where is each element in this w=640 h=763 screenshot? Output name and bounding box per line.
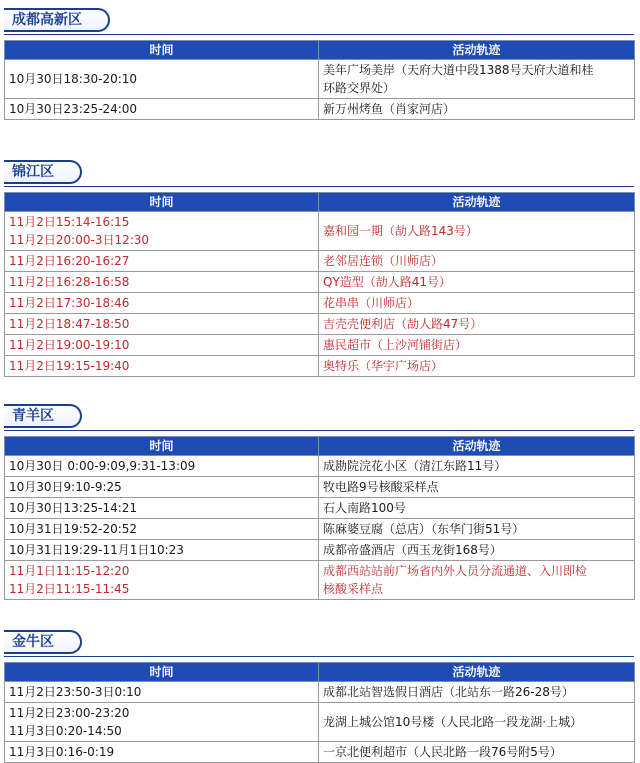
- header-track: 活动轨迹: [319, 663, 635, 682]
- time-cell: 10月30日 0:00-9:09,9:31-13:09: [5, 456, 319, 477]
- itinerary-table: [4, 436, 635, 600]
- table-header-row: [5, 663, 635, 682]
- section-title: 锦江区: [4, 160, 82, 184]
- section-jinniu: [4, 630, 634, 759]
- place-cell: 新万州烤鱼（肖家河店）: [319, 99, 635, 120]
- table-row: [5, 212, 635, 251]
- time-cell: 11月2日19:00-19:10: [5, 335, 319, 356]
- time-cell: 10月30日13:25-14:21: [5, 498, 319, 519]
- section-title: 金牛区: [4, 630, 82, 654]
- time-cell: 11月2日23:00-23:20 11月3日0:20-14:50: [5, 703, 319, 742]
- time-cell: 10月31日19:52-20:52: [5, 519, 319, 540]
- section-title: 成都高新区: [4, 8, 110, 32]
- header-track: 活动轨迹: [319, 193, 635, 212]
- table-header-row: [5, 41, 635, 60]
- table-row: [5, 703, 635, 742]
- table-row: [5, 272, 635, 293]
- table-row: [5, 60, 635, 99]
- table-row: [5, 314, 635, 335]
- section-qingyang: [4, 404, 634, 596]
- table-row: [5, 519, 635, 540]
- time-cell: 11月1日11:15-12:20 11月2日11:15-11:45: [5, 561, 319, 600]
- place-cell: 吉壳壳便利店（劼人路47号）: [319, 314, 635, 335]
- place-cell: 花串串（川师店）: [319, 293, 635, 314]
- table-header-row: [5, 193, 635, 212]
- section-jinjiang: [4, 160, 634, 373]
- table-row: [5, 540, 635, 561]
- table-row: [5, 356, 635, 377]
- time-cell: 10月30日9:10-9:25: [5, 477, 319, 498]
- place-cell: 牧电路9号核酸采样点: [319, 477, 635, 498]
- section-title: 青羊区: [4, 404, 82, 428]
- time-cell: 10月31日19:29-11月1日10:23: [5, 540, 319, 561]
- place-cell: 龙湖上城公馆10号楼（人民北路一段龙湖·上城）: [319, 703, 635, 742]
- table-row: [5, 477, 635, 498]
- place-cell: QY造型（劼人路41号）: [319, 272, 635, 293]
- section-gaoxin: [4, 8, 634, 116]
- place-cell: 老邻居连锁（川师店）: [319, 251, 635, 272]
- header-track: 活动轨迹: [319, 437, 635, 456]
- place-cell: 惠民超市（上沙河铺街店）: [319, 335, 635, 356]
- itinerary-table: [4, 40, 635, 120]
- place-cell: 一京北便利超市（人民北路一段76号附5号）: [319, 742, 635, 763]
- table-row: [5, 742, 635, 763]
- table-row: [5, 293, 635, 314]
- time-cell: 11月2日16:20-16:27: [5, 251, 319, 272]
- itinerary-table: [4, 192, 635, 377]
- header-time: 时间: [5, 437, 319, 456]
- place-cell: 石人南路100号: [319, 498, 635, 519]
- time-cell: 10月30日23:25-24:00: [5, 99, 319, 120]
- place-cell: 美年广场美岸（天府大道中段1388号天府大道和桂 环路交界处）: [319, 60, 635, 99]
- table-row: [5, 498, 635, 519]
- place-cell: 嘉和园一期（劼人路143号）: [319, 212, 635, 251]
- time-cell: 11月2日17:30-18:46: [5, 293, 319, 314]
- time-cell: 11月3日0:16-0:19: [5, 742, 319, 763]
- time-cell: 11月2日19:15-19:40: [5, 356, 319, 377]
- table-header-row: [5, 437, 635, 456]
- time-cell: 11月2日16:28-16:58: [5, 272, 319, 293]
- table-row: [5, 251, 635, 272]
- header-time: 时间: [5, 41, 319, 60]
- place-cell: 成都帝盛酒店（西玉龙街168号）: [319, 540, 635, 561]
- header-track: 活动轨迹: [319, 41, 635, 60]
- place-cell: 陈麻婆豆腐（总店）（东华门街51号）: [319, 519, 635, 540]
- place-cell: 成都西站站前广场省内外人员分流通道、入川即检 核酸采样点: [319, 561, 635, 600]
- time-cell: 10月30日18:30-20:10: [5, 60, 319, 99]
- table-row: [5, 99, 635, 120]
- place-cell: 成都北站智选假日酒店（北站东一路26-28号）: [319, 682, 635, 703]
- table-row: [5, 456, 635, 477]
- time-cell: 11月2日23:50-3日0:10: [5, 682, 319, 703]
- itinerary-table: [4, 662, 635, 763]
- time-cell: 11月2日18:47-18:50: [5, 314, 319, 335]
- table-row: [5, 561, 635, 600]
- header-time: 时间: [5, 193, 319, 212]
- place-cell: 奥特乐（华宇广场店）: [319, 356, 635, 377]
- time-cell: 11月2日15:14-16:15 11月2日20:00-3日12:30: [5, 212, 319, 251]
- place-cell: 成勘院浣花小区（清江东路11号）: [319, 456, 635, 477]
- table-row: [5, 682, 635, 703]
- header-time: 时间: [5, 663, 319, 682]
- table-row: [5, 335, 635, 356]
